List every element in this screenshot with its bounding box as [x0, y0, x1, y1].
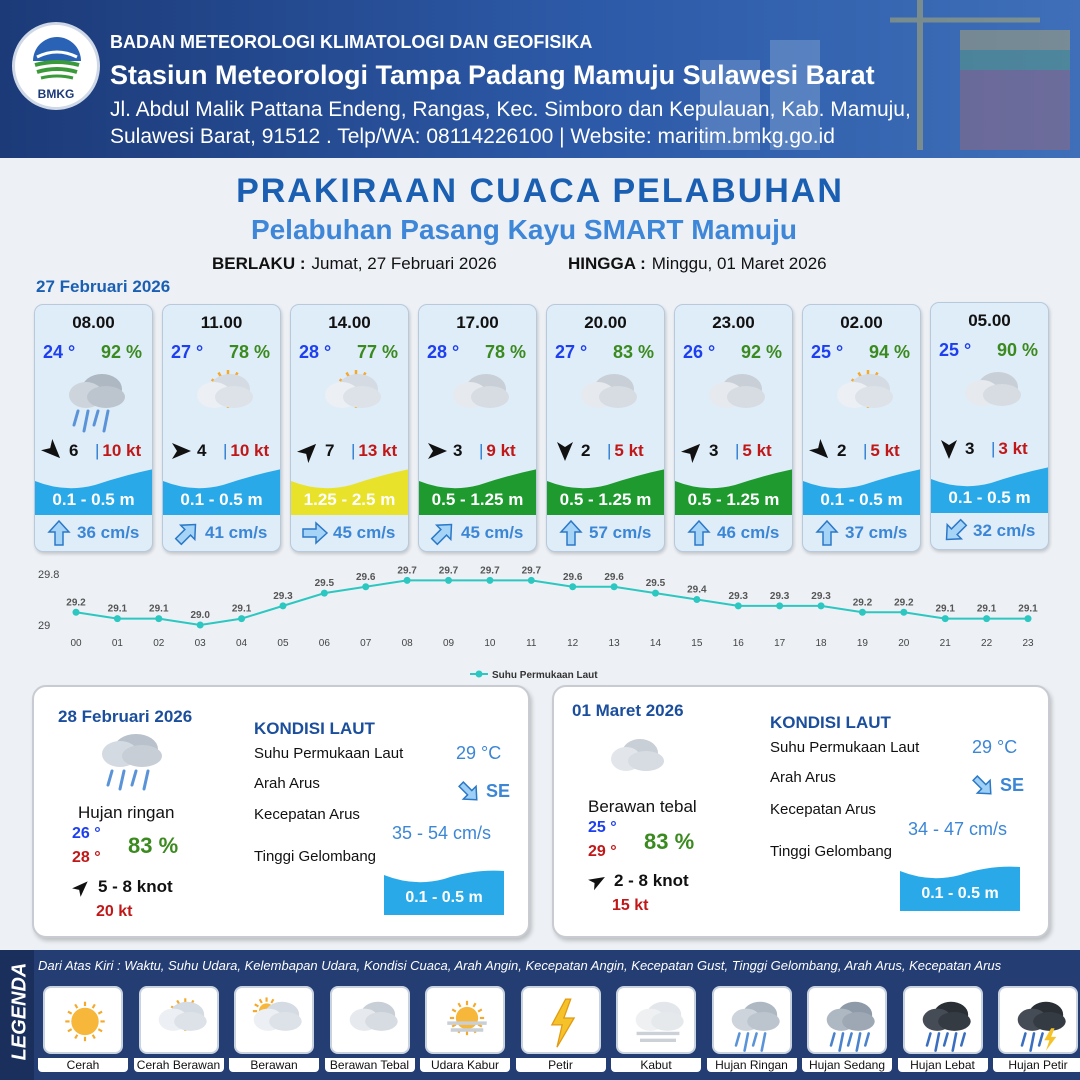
card-humidity: 92 % — [100, 342, 142, 362]
legend-bar — [0, 950, 1080, 1080]
legend-item — [420, 986, 510, 1072]
sst-series-line — [76, 580, 1028, 625]
legend-item — [993, 986, 1080, 1072]
card-time: 23.00 — [712, 313, 755, 332]
day3-sst-label: Suhu Permukaan Laut — [770, 739, 920, 756]
forecast-card — [802, 304, 921, 552]
card-wave-height: 0.1 - 0.5 m — [820, 490, 903, 509]
card-temperature: 24 ° — [43, 342, 76, 362]
sst-data-label: 29.5 — [645, 578, 666, 590]
north-arrow-icon — [45, 519, 73, 547]
forecast-card — [930, 302, 1049, 550]
legend-icon-box — [425, 986, 505, 1054]
x-tick-label: 22 — [981, 638, 993, 649]
card-temperature: 28 ° — [427, 342, 460, 362]
card-wave-height: 0.1 - 0.5 m — [948, 488, 1031, 507]
card-wave-height: 0.5 - 1.25 m — [559, 490, 652, 509]
day3-condition: Berawan tebal — [588, 797, 697, 816]
legend-icon-box — [903, 986, 983, 1054]
card-humidity: 77 % — [356, 342, 398, 362]
legend-description: Dari Atas Kiri : Waktu, Suhu Udara, Kelembapan Udara, Kondisi Cuaca, Arah Angin, Kecepatan Angin, Kecepatan Gust, Tinggi Gelombang, Arah Arus, Kecepatan Arus — [38, 958, 1002, 973]
day2-wind: 5 - 8 knot — [98, 877, 173, 896]
sst-data-label: 29.6 — [604, 571, 624, 583]
berawan-tebal-icon — [606, 733, 668, 781]
day2-arus-label: Arah Arus — [254, 775, 320, 792]
card-wind-speed: 4 — [197, 441, 207, 460]
day1-date: 27 Februari 2026 — [36, 277, 171, 296]
valid-from — [212, 254, 497, 274]
berawan-icon — [246, 994, 306, 1054]
hujan-petir-icon — [1010, 994, 1070, 1054]
forecast-card — [546, 304, 665, 552]
card-current-direction — [429, 519, 457, 547]
legend-icon-box — [807, 986, 887, 1054]
x-tick-label: 02 — [153, 638, 165, 649]
legend-icon-box — [330, 986, 410, 1054]
sst-data-label: 29.0 — [190, 610, 210, 621]
legend-item-label: Petir — [516, 1058, 606, 1072]
sst-data-point — [362, 583, 369, 590]
y-tick-label: 29.8 — [38, 569, 60, 581]
legend-item — [229, 986, 319, 1072]
x-tick-label: 11 — [526, 638, 537, 649]
sst-data-label: 29.1 — [935, 603, 955, 615]
y-tick-label: 29 — [38, 620, 51, 632]
card-wave-height: 0.5 - 1.25 m — [687, 490, 780, 509]
sst-data-point — [818, 602, 825, 609]
logo-label: BMKG — [37, 87, 75, 101]
card-current-speed: 45 cm/s — [333, 523, 396, 542]
card-wind-speed: 6 — [69, 441, 79, 460]
sst-data-point — [73, 609, 80, 616]
day2-wave-height: 0.1 - 0.5 m — [405, 889, 483, 906]
day3-kec-value: 34 - 47 cm/s — [908, 819, 1008, 839]
station-address — [110, 96, 911, 150]
card-wind-speed: 3 — [453, 441, 463, 460]
sst-data-point — [197, 622, 204, 629]
card-time: 20.00 — [584, 313, 627, 332]
card-current-speed: 45 cm/s — [461, 523, 524, 542]
card-gust-value: 3 kt — [998, 439, 1028, 458]
card-weather-icon — [316, 365, 386, 440]
sst-data-point — [114, 615, 121, 622]
legend-icon-box — [43, 986, 123, 1054]
sst-data-point — [238, 615, 245, 622]
card-gust: | 10 kt — [223, 441, 270, 460]
x-tick-label: 01 — [111, 638, 123, 649]
legend-side-tab — [0, 950, 34, 1080]
card-temperature: 28 ° — [299, 342, 332, 362]
x-tick-label: 13 — [608, 638, 620, 649]
chart-legend-label: Suhu Permukaan Laut — [492, 670, 598, 681]
card-weather-icon — [444, 365, 514, 440]
card-gust-value: 10 kt — [230, 441, 270, 460]
sst-data-label: 29.4 — [687, 584, 707, 596]
card-gust-value: 13 kt — [358, 441, 398, 460]
x-tick-label: 15 — [691, 638, 703, 649]
legend-item — [325, 986, 415, 1072]
legend-item-label: Hujan Lebat — [898, 1058, 988, 1072]
day2-kec-value: 35 - 54 cm/s — [392, 823, 492, 843]
day3-kondisi-label: KONDISI LAUT — [770, 713, 891, 732]
sst-data-label: 29.3 — [273, 590, 293, 602]
legend-icon-box — [998, 986, 1078, 1054]
card-time: 17.00 — [456, 313, 499, 332]
card-time: 14.00 — [328, 313, 371, 332]
forecast-card — [162, 304, 281, 552]
card-temperature: 25 ° — [939, 340, 972, 360]
hujan-lebat-icon — [915, 994, 975, 1054]
day2-gust: 20 kt — [96, 903, 133, 920]
x-tick-label: 23 — [1022, 638, 1034, 649]
sst-data-point — [611, 583, 618, 590]
card-gust: | 5 kt — [607, 441, 644, 460]
x-tick-label: 05 — [277, 638, 289, 649]
valid-from-label: BERLAKU : — [212, 254, 306, 273]
card-wave-height: 0.1 - 0.5 m — [52, 490, 135, 509]
udara-kabur-icon — [437, 994, 497, 1054]
day3-tinggi-label: Tinggi Gelombang — [770, 843, 893, 860]
day2-kec-label: Kecepatan Arus — [254, 806, 360, 823]
card-gust: | 5 kt — [863, 441, 900, 460]
card-wind-speed: 3 — [965, 439, 975, 458]
card-humidity: 90 % — [996, 340, 1038, 360]
day2-wave-badge — [384, 865, 504, 915]
card-gust-value: 5 kt — [614, 441, 644, 460]
card-current-direction — [557, 519, 585, 547]
card-weather-icon — [60, 365, 130, 440]
card-humidity: 94 % — [868, 342, 910, 362]
card-weather-icon — [572, 365, 642, 440]
northeast-arrow-icon — [173, 519, 201, 547]
card-wave-height: 0.5 - 1.25 m — [431, 490, 524, 509]
sst-data-label: 29.2 — [894, 597, 914, 609]
legend-item-label: Cerah Berawan — [134, 1058, 224, 1072]
sst-data-label: 29.7 — [480, 565, 500, 577]
forecast-card — [34, 304, 153, 552]
card-temperature: 25 ° — [811, 342, 844, 362]
x-tick-label: 03 — [194, 638, 206, 649]
card-current-speed: 32 cm/s — [973, 521, 1036, 540]
sst-data-label: 29.1 — [976, 603, 997, 615]
sst-data-label: 29.1 — [107, 603, 128, 615]
day2-temp-max: 28 ° — [72, 849, 101, 866]
legend-item-label: Berawan — [229, 1058, 319, 1072]
card-wind-speed: 7 — [325, 441, 335, 460]
cerah-berawan-icon — [316, 365, 386, 435]
legend-item-label: Berawan Tebal — [325, 1058, 415, 1072]
valid-to — [568, 254, 827, 274]
card-wind-speed: 2 — [837, 441, 847, 460]
berawan-tebal-icon — [956, 363, 1026, 433]
card-current-speed: 37 cm/s — [845, 523, 908, 542]
x-tick-label: 17 — [774, 638, 786, 649]
day3-arus-label: Arah Arus — [770, 769, 836, 786]
card-weather-icon — [828, 365, 898, 440]
legend-item — [516, 986, 606, 1072]
day3-wind: 2 - 8 knot — [614, 871, 689, 890]
cerah-berawan-icon — [188, 365, 258, 435]
sst-data-label: 29.6 — [562, 571, 583, 583]
wind-direction-icon — [937, 437, 961, 461]
sst-data-label: 29.7 — [397, 565, 417, 577]
day2-condition: Hujan ringan — [78, 803, 175, 822]
bmkg-emblem-icon — [29, 35, 85, 83]
card-temperature: 26 ° — [683, 342, 716, 362]
card-temperature: 27 ° — [555, 342, 588, 362]
card-current-speed: 36 cm/s — [77, 523, 140, 542]
legend-item — [611, 986, 701, 1072]
sst-data-label: 29.3 — [769, 590, 790, 602]
card-current-speed: 57 cm/s — [589, 523, 652, 542]
legend-item — [707, 986, 797, 1072]
wind-direction-icon — [681, 439, 705, 463]
sst-data-label: 29.7 — [521, 565, 542, 577]
x-tick-label: 21 — [939, 638, 951, 649]
sst-data-label: 29.3 — [811, 590, 831, 602]
legend-item-label: Cerah — [38, 1058, 128, 1072]
sst-data-label: 29.5 — [314, 578, 335, 590]
sst-data-label: 29.7 — [438, 565, 459, 577]
card-time: 11.00 — [200, 313, 243, 332]
page-title: PRAKIRAAN CUACA PELABUHAN — [236, 172, 844, 210]
hujan-ringan-icon — [724, 994, 784, 1054]
sst-data-point — [321, 590, 328, 597]
day2-tinggi-label: Tinggi Gelombang — [254, 848, 377, 865]
legend-item-label: Hujan Sedang — [802, 1058, 892, 1072]
x-tick-label: 16 — [732, 638, 744, 649]
card-gust-value: 10 kt — [102, 441, 142, 460]
sst-data-point — [776, 602, 783, 609]
x-tick-label: 09 — [442, 638, 455, 649]
card-current-speed: 46 cm/s — [717, 523, 780, 542]
card-wind-speed: 3 — [709, 441, 719, 460]
card-humidity: 78 % — [484, 342, 526, 362]
x-tick-label: 19 — [856, 638, 868, 649]
card-time: 08.00 — [72, 313, 115, 332]
day2-date: 28 Februari 2026 — [58, 707, 193, 726]
x-tick-label: 10 — [484, 638, 496, 649]
sst-data-label: 29.6 — [356, 571, 376, 583]
southeast-arrow-icon — [456, 779, 482, 805]
legend-icon-box — [139, 986, 219, 1054]
day3-temp-max: 29 ° — [588, 843, 617, 860]
legend-item — [898, 986, 988, 1072]
valid-to-value: Minggu, 01 Maret 2026 — [651, 254, 827, 273]
sst-data-point — [528, 577, 535, 584]
sst-data-point — [983, 615, 990, 622]
wind-direction-icon — [41, 439, 65, 463]
legend-icon-box — [616, 986, 696, 1054]
day3-wave-badge — [900, 861, 1020, 911]
x-tick-label: 18 — [815, 638, 827, 649]
card-humidity: 92 % — [740, 342, 782, 362]
card-humidity: 78 % — [228, 342, 270, 362]
day3-kec-label: Kecepatan Arus — [770, 801, 876, 818]
southeast-arrow-icon — [970, 773, 996, 799]
day2-sst-value: 29 °C — [456, 743, 502, 763]
card-weather-icon — [188, 365, 258, 440]
east-arrow-icon — [301, 519, 329, 547]
x-tick-label: 06 — [318, 638, 330, 649]
card-gust: | 3 kt — [991, 439, 1028, 458]
day2-panel — [32, 685, 530, 938]
page-subtitle: Pelabuhan Pasang Kayu SMART Mamuju — [250, 214, 798, 245]
sst-data-point — [569, 583, 576, 590]
card-gust-value: 5 kt — [742, 441, 772, 460]
cerah-berawan-icon — [151, 994, 211, 1054]
sst-data-label: 29.1 — [149, 603, 169, 615]
card-gust-value: 5 kt — [870, 441, 900, 460]
x-tick-label: 04 — [236, 638, 248, 649]
day3-temp-min: 25 ° — [588, 819, 617, 836]
x-tick-label: 08 — [401, 638, 413, 649]
petir-icon — [533, 994, 593, 1054]
card-temperature: 27 ° — [171, 342, 204, 362]
day2-arus-value: SE — [486, 781, 511, 801]
legend-item — [802, 986, 892, 1072]
card-gust: | 5 kt — [735, 441, 772, 460]
card-time: 02.00 — [840, 313, 883, 332]
legend-icon-box — [521, 986, 601, 1054]
wind-direction-icon — [809, 439, 833, 463]
wind-direction-icon — [297, 439, 321, 463]
hujan-sedang-icon — [819, 994, 879, 1054]
north-arrow-icon — [685, 519, 713, 547]
legend-icon-box — [712, 986, 792, 1054]
station-name: Stasiun Meteorologi Tampa Padang Mamuju Sulawesi Barat — [110, 60, 875, 90]
cerah-berawan-icon — [828, 365, 898, 435]
x-tick-label: 12 — [567, 638, 579, 649]
sst-data-point — [693, 596, 700, 603]
forecast-card — [418, 304, 537, 552]
card-gust: | 9 kt — [479, 441, 516, 460]
header-banner — [0, 0, 1080, 158]
card-wave-height: 1.25 - 2.5 m — [303, 490, 396, 509]
southwest-arrow-icon — [941, 517, 969, 545]
card-current-direction — [301, 519, 329, 547]
address-line-1: Jl. Abdul Malik Pattana Endeng, Rangas, Kec. Simboro dan Kepulauan, Kab. Mamuju, — [110, 98, 911, 121]
legend-title: LEGENDA — [8, 962, 31, 1061]
north-arrow-icon — [557, 519, 585, 547]
card-gust: | 13 kt — [351, 441, 398, 460]
valid-from-value: Jumat, 27 Februari 2026 — [311, 254, 497, 273]
sst-data-point — [735, 602, 742, 609]
card-current-direction — [45, 519, 73, 547]
card-time: 05.00 — [968, 311, 1011, 330]
card-current-direction — [941, 517, 969, 545]
legend-dot-marker — [476, 671, 483, 678]
valid-to-label: HINGGA : — [568, 254, 646, 273]
x-tick-label: 07 — [360, 638, 372, 649]
wind-direction-icon — [425, 439, 449, 463]
sea-surface-temperature-chart — [30, 562, 1050, 682]
address-line-2: Sulawesi Barat, 91512 . Telp/WA: 08114226100 | Website: maritim.bmkg.go.id — [110, 125, 835, 148]
sst-data-point — [652, 590, 659, 597]
sst-data-label: 29.1 — [1018, 603, 1038, 615]
day3-humidity: 83 % — [644, 829, 695, 854]
wind-direction-icon — [588, 871, 608, 891]
sst-data-label: 29.2 — [852, 597, 873, 609]
bmkg-logo — [12, 22, 100, 110]
day3-gust: 15 kt — [612, 897, 649, 914]
sst-data-point — [1025, 615, 1032, 622]
legend-item-label: Hujan Ringan — [707, 1058, 797, 1072]
wind-direction-icon — [72, 877, 92, 897]
wind-direction-icon — [553, 439, 577, 463]
x-tick-label: 14 — [649, 638, 662, 649]
card-wave-height: 0.1 - 0.5 m — [180, 490, 263, 509]
cerah-icon — [55, 994, 115, 1054]
card-current-speed: 41 cm/s — [205, 523, 268, 542]
kabut-icon — [628, 994, 688, 1054]
sst-data-label: 29.2 — [66, 597, 86, 609]
legend-item-label: Udara Kabur — [420, 1058, 510, 1072]
card-gust: | 10 kt — [95, 441, 142, 460]
day2-temp-min: 26 ° — [72, 825, 101, 842]
day2-sst-label: Suhu Permukaan Laut — [254, 745, 404, 762]
card-weather-icon — [956, 363, 1026, 438]
sst-data-point — [279, 602, 286, 609]
day3-date: 01 Maret 2026 — [572, 701, 684, 720]
card-current-direction — [813, 519, 841, 547]
berawan-tebal-icon — [572, 365, 642, 435]
legend-icon-box — [234, 986, 314, 1054]
hujan-ringan-icon — [60, 365, 130, 435]
card-gust-value: 9 kt — [486, 441, 516, 460]
day2-humidity: 83 % — [128, 833, 179, 858]
card-current-direction — [685, 519, 713, 547]
forecast-card — [290, 304, 409, 552]
day2-kondisi-label: KONDISI LAUT — [254, 719, 375, 738]
forecast-card — [674, 304, 793, 552]
card-weather-icon — [700, 365, 770, 440]
sst-data-point — [859, 609, 866, 616]
sst-data-point — [404, 577, 411, 584]
sst-data-point — [900, 609, 907, 616]
day3-wave-height: 0.1 - 0.5 m — [921, 885, 999, 902]
northeast-arrow-icon — [429, 519, 457, 547]
legend-item-label: Kabut — [611, 1058, 701, 1072]
day3-arus-value: SE — [1000, 775, 1025, 795]
sst-data-label: 29.1 — [231, 603, 252, 615]
berawan-tebal-icon — [342, 994, 402, 1054]
x-tick-label: 20 — [898, 638, 910, 649]
berawan-tebal-icon — [444, 365, 514, 435]
sst-data-point — [445, 577, 452, 584]
day3-sst-value: 29 °C — [972, 737, 1018, 757]
sst-data-point — [486, 577, 493, 584]
north-arrow-icon — [813, 519, 841, 547]
organization-name: BADAN METEOROLOGI KLIMATOLOGI DAN GEOFISIKA — [110, 32, 593, 52]
day3-panel — [552, 685, 1050, 938]
legend-item-label: Hujan Petir — [993, 1058, 1080, 1072]
x-tick-label: 00 — [70, 638, 82, 649]
hujan-ringan-icon — [92, 727, 172, 797]
card-wind-speed: 2 — [581, 441, 591, 460]
legend-item — [38, 986, 128, 1072]
sst-data-point — [155, 615, 162, 622]
sst-data-label: 29.3 — [728, 590, 748, 602]
berawan-tebal-icon — [700, 365, 770, 435]
wind-direction-icon — [169, 439, 193, 463]
card-humidity: 83 % — [612, 342, 654, 362]
sst-data-point — [942, 615, 949, 622]
card-current-direction — [173, 519, 201, 547]
legend-item — [134, 986, 224, 1072]
